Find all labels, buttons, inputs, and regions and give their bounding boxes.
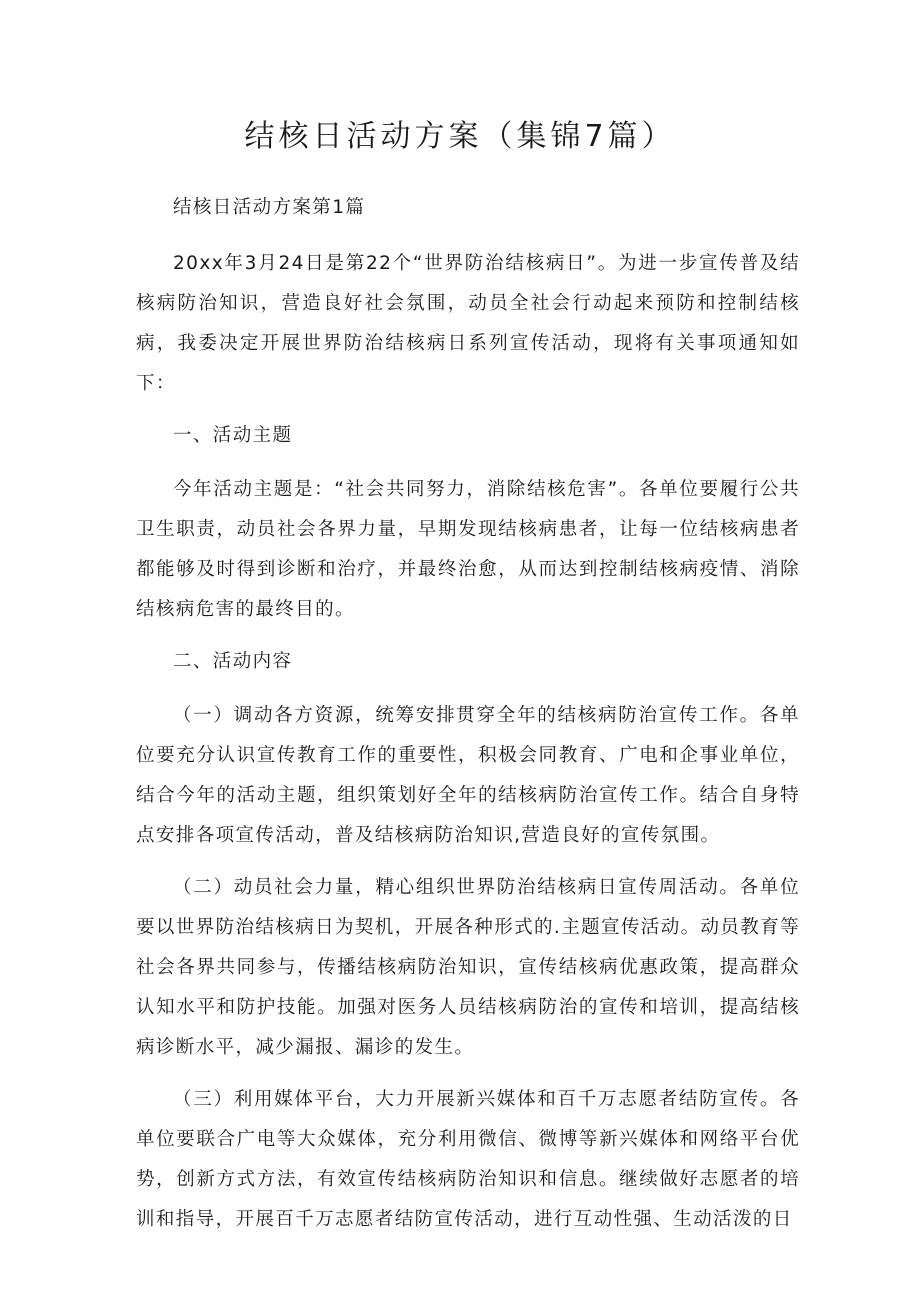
- content-item-3: （三）利用媒体平台，大力开展新兴媒体和百千万志愿者结防宣传。各单位要联合广电等大众媒体，充分利用微信、微博等新兴媒体和网络平台优势，创新方式方法，有效宣传结核病防治知识和信息。继续做好志愿者的培训和指导，开展百千万志愿者结防宣传活动，进行互动性强、生动活泼的日: [136, 1089, 800, 1230]
- intro-paragraph: 20xx年3月24日是第22个“世界防治结核病日”。为进一步宣传普及结核病防治知识，营造良好社会氛围，动员全社会行动起来预防和控制结核病，我委决定开展世界防治结核病日系列宣传活动，现将有关事项通知如下：: [136, 253, 800, 394]
- section-heading-theme: 一、活动主题: [173, 425, 293, 446]
- section-heading-content: 二、活动内容: [173, 651, 293, 672]
- document-body: [136, 188, 800, 1252]
- section-subtitle: 结核日活动方案第1篇: [173, 197, 366, 218]
- content-item-1: （一）调动各方资源，统筹安排贯穿全年的结核病防治宣传工作。各单位要充分认识宣传教育工作的重要性，积极会同教育、广电和企事业单位，结合今年的活动主题，组织策划好全年的结核病防治宣传工作。结合自身特点安排各项宣传活动，普及结核病防治知识,营造良好的宣传氛围。: [136, 705, 800, 846]
- content-item-2: （二）动员社会力量，精心组织世界防治结核病日宣传周活动。各单位要以世界防治结核病日为契机，开展各种形式的.主题宣传活动。动员教育等社会各界共同参与，传播结核病防治知识，宣传结核病优惠政策，提高群众认知水平和防护技能。加强对医务人员结核病防治的宣传和培训，提高结核病诊断水平，减少漏报、漏诊的发生。: [136, 877, 800, 1058]
- theme-paragraph: 今年活动主题是：“社会共同努力，消除结核危害”。各单位要履行公共卫生职责，动员社会各界力量，早期发现结核病患者，让每一位结核病患者都能够及时得到诊断和治疗，并最终治愈，从而达到控制结核病疫情、消除结核病危害的最终目的。: [136, 479, 800, 620]
- document-title: 结核日活动方案（集锦7篇）: [244, 119, 676, 154]
